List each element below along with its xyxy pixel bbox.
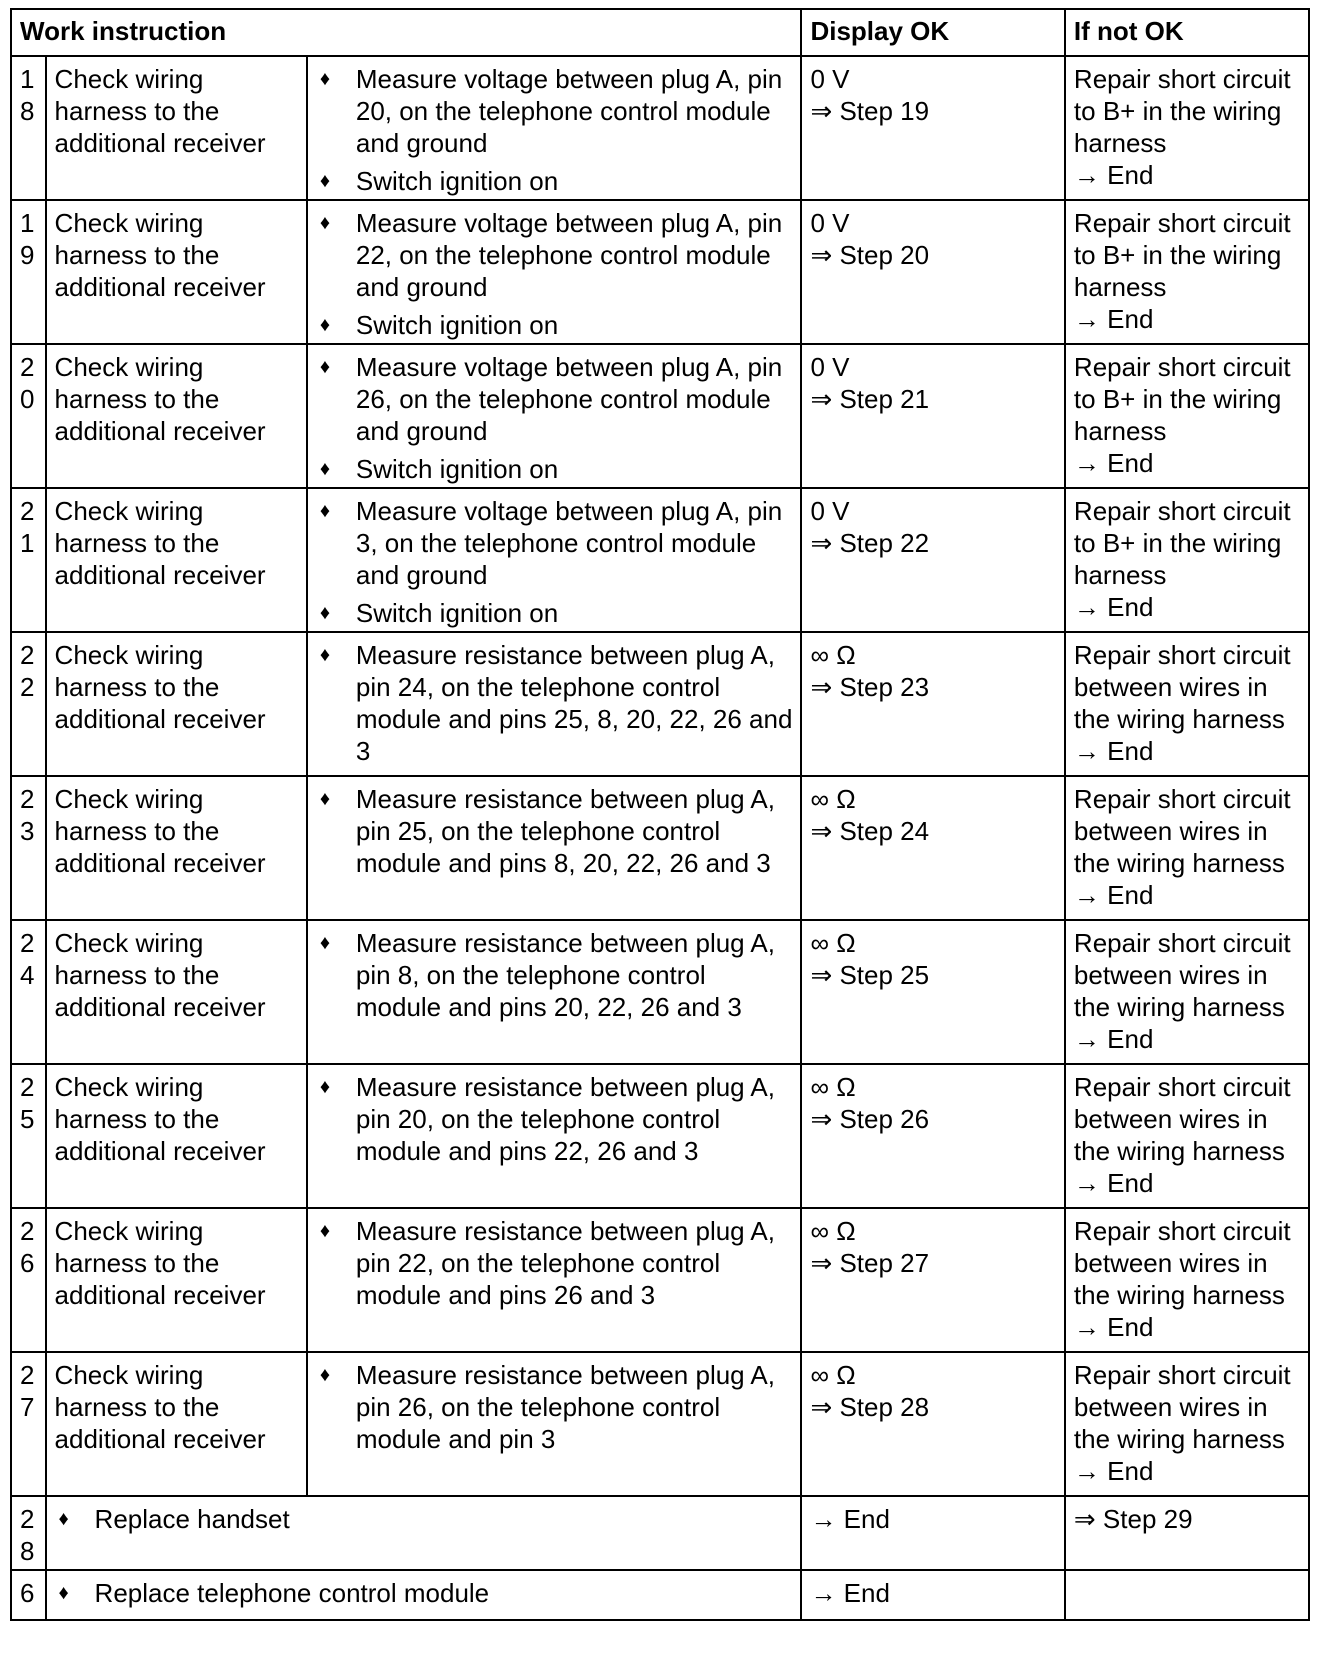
display-ok-next: ⇒ Step 26 — [810, 1104, 930, 1134]
bullet-icon: ♦ — [319, 314, 331, 336]
step-description: Check wiring harness to the additional receiver — [46, 920, 307, 1064]
display-ok-cell — [801, 56, 1064, 200]
bullet-icon: ♦ — [58, 1508, 69, 1530]
table-row — [11, 1064, 1309, 1208]
step-number: 2 0 — [11, 344, 46, 488]
step-instruction: ♦ Measure voltage between plug A, pin 20, on the telephone control module and ground ♦ Switch ignition on — [307, 56, 802, 200]
step-instruction: ♦ Measure resistance between plug A, pin 8, on the telephone control module and pins 20, 22, 26 and 3 — [307, 920, 802, 1064]
step-description: Check wiring harness to the additional receiver — [46, 56, 307, 200]
work-instruction-table — [10, 8, 1310, 1621]
if-not-ok-cell — [1065, 56, 1309, 200]
table-row — [11, 776, 1309, 920]
if-not-ok-cell — [1065, 776, 1309, 920]
header-if-not-ok: If not OK — [1065, 9, 1309, 56]
step-instruction: ♦ Measure resistance between plug A, pin 25, on the telephone control module and pins 8, 20, 22, 26 and 3 — [307, 776, 802, 920]
bullet-icon: ♦ — [58, 1582, 69, 1604]
step-instruction: ♦ Measure voltage between plug A, pin 26, on the telephone control module and ground ♦ Switch ignition on — [307, 344, 802, 488]
step-instruction: ♦ Measure resistance between plug A, pin 24, on the telephone control module and pins 25, 8, 20, 22, 26 and 3 — [307, 632, 802, 776]
display-ok-cell — [801, 200, 1064, 344]
if-not-ok-cell — [1065, 344, 1309, 488]
display-ok-value: 0 V — [810, 208, 850, 238]
bullet-icon: ♦ — [319, 170, 331, 192]
bullet-icon: ♦ — [319, 458, 331, 480]
step-number: 1 9 — [11, 200, 46, 344]
display-ok-cell — [801, 1208, 1064, 1352]
display-ok-next: ⇒ Step 23 — [810, 672, 930, 702]
display-ok-cell — [801, 776, 1064, 920]
step-instruction: ♦ Measure resistance between plug A, pin 26, on the telephone control module and pin 3 — [307, 1352, 802, 1496]
bullet-icon: ♦ — [319, 356, 331, 378]
bullet-icon: ♦ — [319, 1364, 331, 1386]
bullet-icon: ♦ — [319, 500, 331, 522]
if-not-ok-action: Repair short circuit between wires in the wiring harness — [1073, 928, 1291, 1022]
step-number: 2 7 — [11, 1352, 46, 1496]
step-description: Check wiring harness to the additional receiver — [46, 632, 307, 776]
step-description: Check wiring harness to the additional receiver — [46, 776, 307, 920]
if-not-ok-action: Repair short circuit between wires in the wiring harness — [1073, 784, 1291, 878]
step-number: 2 1 — [11, 488, 46, 632]
if-not-ok-next: → End — [1073, 304, 1154, 334]
if-not-ok-next: → End — [1073, 736, 1154, 766]
display-ok-next: ⇒ Step 22 — [810, 528, 930, 558]
table-row — [11, 56, 1309, 200]
display-ok-cell — [801, 920, 1064, 1064]
if-not-ok-next: → End — [1073, 1312, 1154, 1342]
bullet-icon: ♦ — [319, 1076, 331, 1098]
display-ok-value: ∞ Ω — [810, 1072, 856, 1102]
table-row-step-6 — [11, 1570, 1309, 1620]
if-not-ok-cell — [1065, 632, 1309, 776]
step-description: Check wiring harness to the additional receiver — [46, 488, 307, 632]
bullet-icon: ♦ — [319, 602, 331, 624]
if-not-ok-action: Repair short circuit between wires in the wiring harness — [1073, 1216, 1291, 1310]
display-ok-next: ⇒ Step 21 — [810, 384, 930, 414]
table-row — [11, 488, 1309, 632]
step-description: Check wiring harness to the additional receiver — [46, 1064, 307, 1208]
bullet-icon: ♦ — [319, 644, 331, 666]
if-not-ok-cell — [1065, 920, 1309, 1064]
if-not-ok-action: Repair short circuit to B+ in the wiring harness — [1073, 208, 1291, 302]
step-number: 6 — [11, 1570, 46, 1620]
display-ok-cell: → End — [801, 1570, 1064, 1620]
if-not-ok-cell — [1065, 1064, 1309, 1208]
display-ok-value: ∞ Ω — [810, 1216, 856, 1246]
display-ok-next: ⇒ Step 19 — [810, 96, 930, 126]
table-row-step-28 — [11, 1496, 1309, 1570]
step-description: Check wiring harness to the additional receiver — [46, 344, 307, 488]
bullet-icon: ♦ — [319, 932, 331, 954]
if-not-ok-cell: ⇒ Step 29 — [1065, 1496, 1309, 1570]
step-instruction: ♦ Measure voltage between plug A, pin 3, on the telephone control module and ground ♦ Switch ignition on — [307, 488, 802, 632]
step-number: 2 6 — [11, 1208, 46, 1352]
if-not-ok-next: → End — [1073, 160, 1154, 190]
display-ok-next: ⇒ Step 24 — [810, 816, 930, 846]
table-row — [11, 1208, 1309, 1352]
bullet-icon: ♦ — [319, 212, 331, 234]
if-not-ok-action: Repair short circuit to B+ in the wiring harness — [1073, 64, 1291, 158]
table-row — [11, 1352, 1309, 1496]
if-not-ok-action: Repair short circuit between wires in the wiring harness — [1073, 1072, 1291, 1166]
bullet-icon: ♦ — [319, 788, 331, 810]
step-number: 2 2 — [11, 632, 46, 776]
if-not-ok-next: → End — [1073, 1168, 1154, 1198]
if-not-ok-cell — [1065, 488, 1309, 632]
step-description: Check wiring harness to the additional receiver — [46, 200, 307, 344]
step-instruction: ♦ Replace telephone control module — [46, 1570, 802, 1620]
if-not-ok-cell — [1065, 1208, 1309, 1352]
step-number: 2 3 — [11, 776, 46, 920]
step-number: 1 8 — [11, 56, 46, 200]
display-ok-next: ⇒ Step 28 — [810, 1392, 930, 1422]
display-ok-cell — [801, 488, 1064, 632]
display-ok-cell: → End — [801, 1496, 1064, 1570]
display-ok-value: ∞ Ω — [810, 784, 856, 814]
if-not-ok-cell — [1065, 1570, 1309, 1620]
bullet-icon: ♦ — [319, 68, 331, 90]
display-ok-next: ⇒ Step 27 — [810, 1248, 930, 1278]
if-not-ok-action: Repair short circuit to B+ in the wiring harness — [1073, 352, 1291, 446]
display-ok-value: 0 V — [810, 64, 850, 94]
if-not-ok-action: Repair short circuit to B+ in the wiring harness — [1073, 496, 1291, 590]
step-instruction: ♦ Measure voltage between plug A, pin 22, on the telephone control module and ground ♦ Switch ignition on — [307, 200, 802, 344]
if-not-ok-action: Repair short circuit between wires in the wiring harness — [1073, 640, 1291, 734]
step-instruction: ♦ Replace handset — [46, 1496, 802, 1570]
display-ok-value: 0 V — [810, 352, 850, 382]
step-number: 2 4 — [11, 920, 46, 1064]
table-row — [11, 344, 1309, 488]
step-description: Check wiring harness to the additional receiver — [46, 1208, 307, 1352]
step-instruction: ♦ Measure resistance between plug A, pin 22, on the telephone control module and pins 26 and 3 — [307, 1208, 802, 1352]
header-work-instruction: Work instruction — [11, 9, 801, 56]
step-number: 2 5 — [11, 1064, 46, 1208]
if-not-ok-next: → End — [1073, 1456, 1154, 1486]
display-ok-next: ⇒ Step 25 — [810, 960, 930, 990]
display-ok-value: ∞ Ω — [810, 640, 856, 670]
display-ok-next: ⇒ Step 20 — [810, 240, 930, 270]
table-row — [11, 920, 1309, 1064]
display-ok-value: ∞ Ω — [810, 1360, 856, 1390]
if-not-ok-action: Repair short circuit between wires in the wiring harness — [1073, 1360, 1291, 1454]
display-ok-value: 0 V — [810, 496, 850, 526]
if-not-ok-next: → End — [1073, 880, 1154, 910]
if-not-ok-next: → End — [1073, 448, 1154, 478]
table-header-row — [11, 9, 1309, 56]
display-ok-cell — [801, 632, 1064, 776]
table-row — [11, 632, 1309, 776]
if-not-ok-next: → End — [1073, 592, 1154, 622]
if-not-ok-cell — [1065, 200, 1309, 344]
step-instruction: ♦ Measure resistance between plug A, pin 20, on the telephone control module and pins 22, 26 and 3 — [307, 1064, 802, 1208]
if-not-ok-next: → End — [1073, 1024, 1154, 1054]
bullet-icon: ♦ — [319, 1220, 331, 1242]
display-ok-cell — [801, 1064, 1064, 1208]
table-row — [11, 200, 1309, 344]
header-display-ok: Display OK — [801, 9, 1064, 56]
step-description: Check wiring harness to the additional receiver — [46, 1352, 307, 1496]
display-ok-value: ∞ Ω — [810, 928, 856, 958]
step-number: 2 8 — [11, 1496, 46, 1570]
if-not-ok-cell — [1065, 1352, 1309, 1496]
display-ok-cell — [801, 1352, 1064, 1496]
display-ok-cell — [801, 344, 1064, 488]
